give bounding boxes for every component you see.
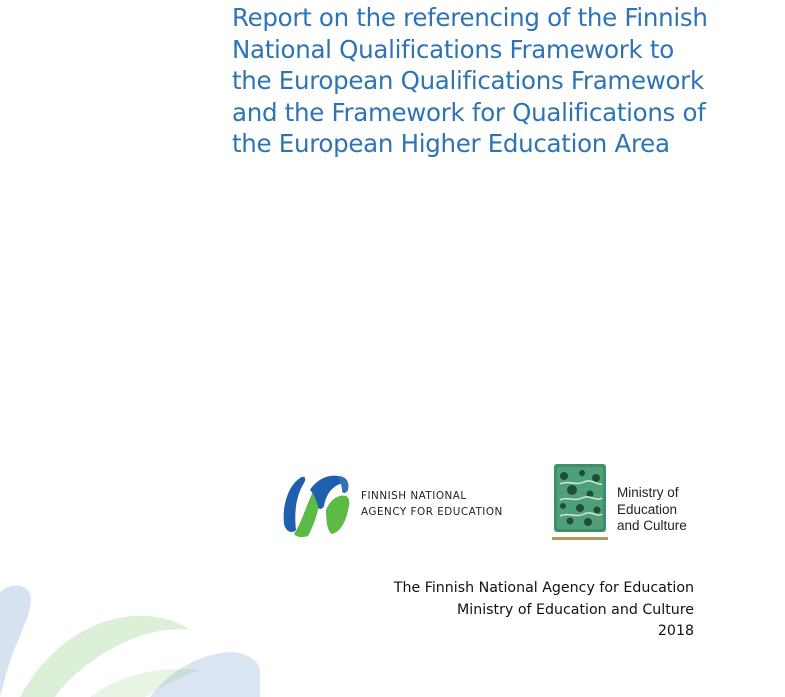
document-title — [232, 2, 752, 160]
publisher-agency: The Finnish National Agency for Education — [393, 580, 694, 596]
fnae-logo-text — [361, 489, 503, 520]
title-line: National Qualifications Framework to — [232, 34, 674, 64]
title-line: and the Framework for Qualifications of — [232, 97, 706, 127]
publisher-block — [394, 578, 694, 643]
fnae-logo-icon — [280, 470, 352, 538]
title-line: the European Qualifications Framework — [232, 66, 704, 95]
decorative-swirl-icon — [0, 570, 260, 697]
ministry-logo-line: Education — [617, 501, 678, 517]
ministry-logo-text — [617, 485, 687, 535]
publisher-ministry: Ministry of Education and Culture — [457, 601, 694, 618]
fnae-logo-line: AGENCY FOR EDUCATION — [361, 505, 503, 518]
ministry-logo-line: and Culture — [617, 518, 687, 533]
ministry-logo-line: Ministry of — [617, 485, 679, 500]
title-line: the European Higher Education Area — [232, 129, 670, 158]
ministry-emblem-icon — [552, 464, 608, 544]
fnae-logo-line: FINNISH NATIONAL — [361, 490, 467, 502]
publication-year: 2018 — [657, 623, 694, 640]
title-line: Report on the referencing of the Finnish — [232, 3, 708, 32]
